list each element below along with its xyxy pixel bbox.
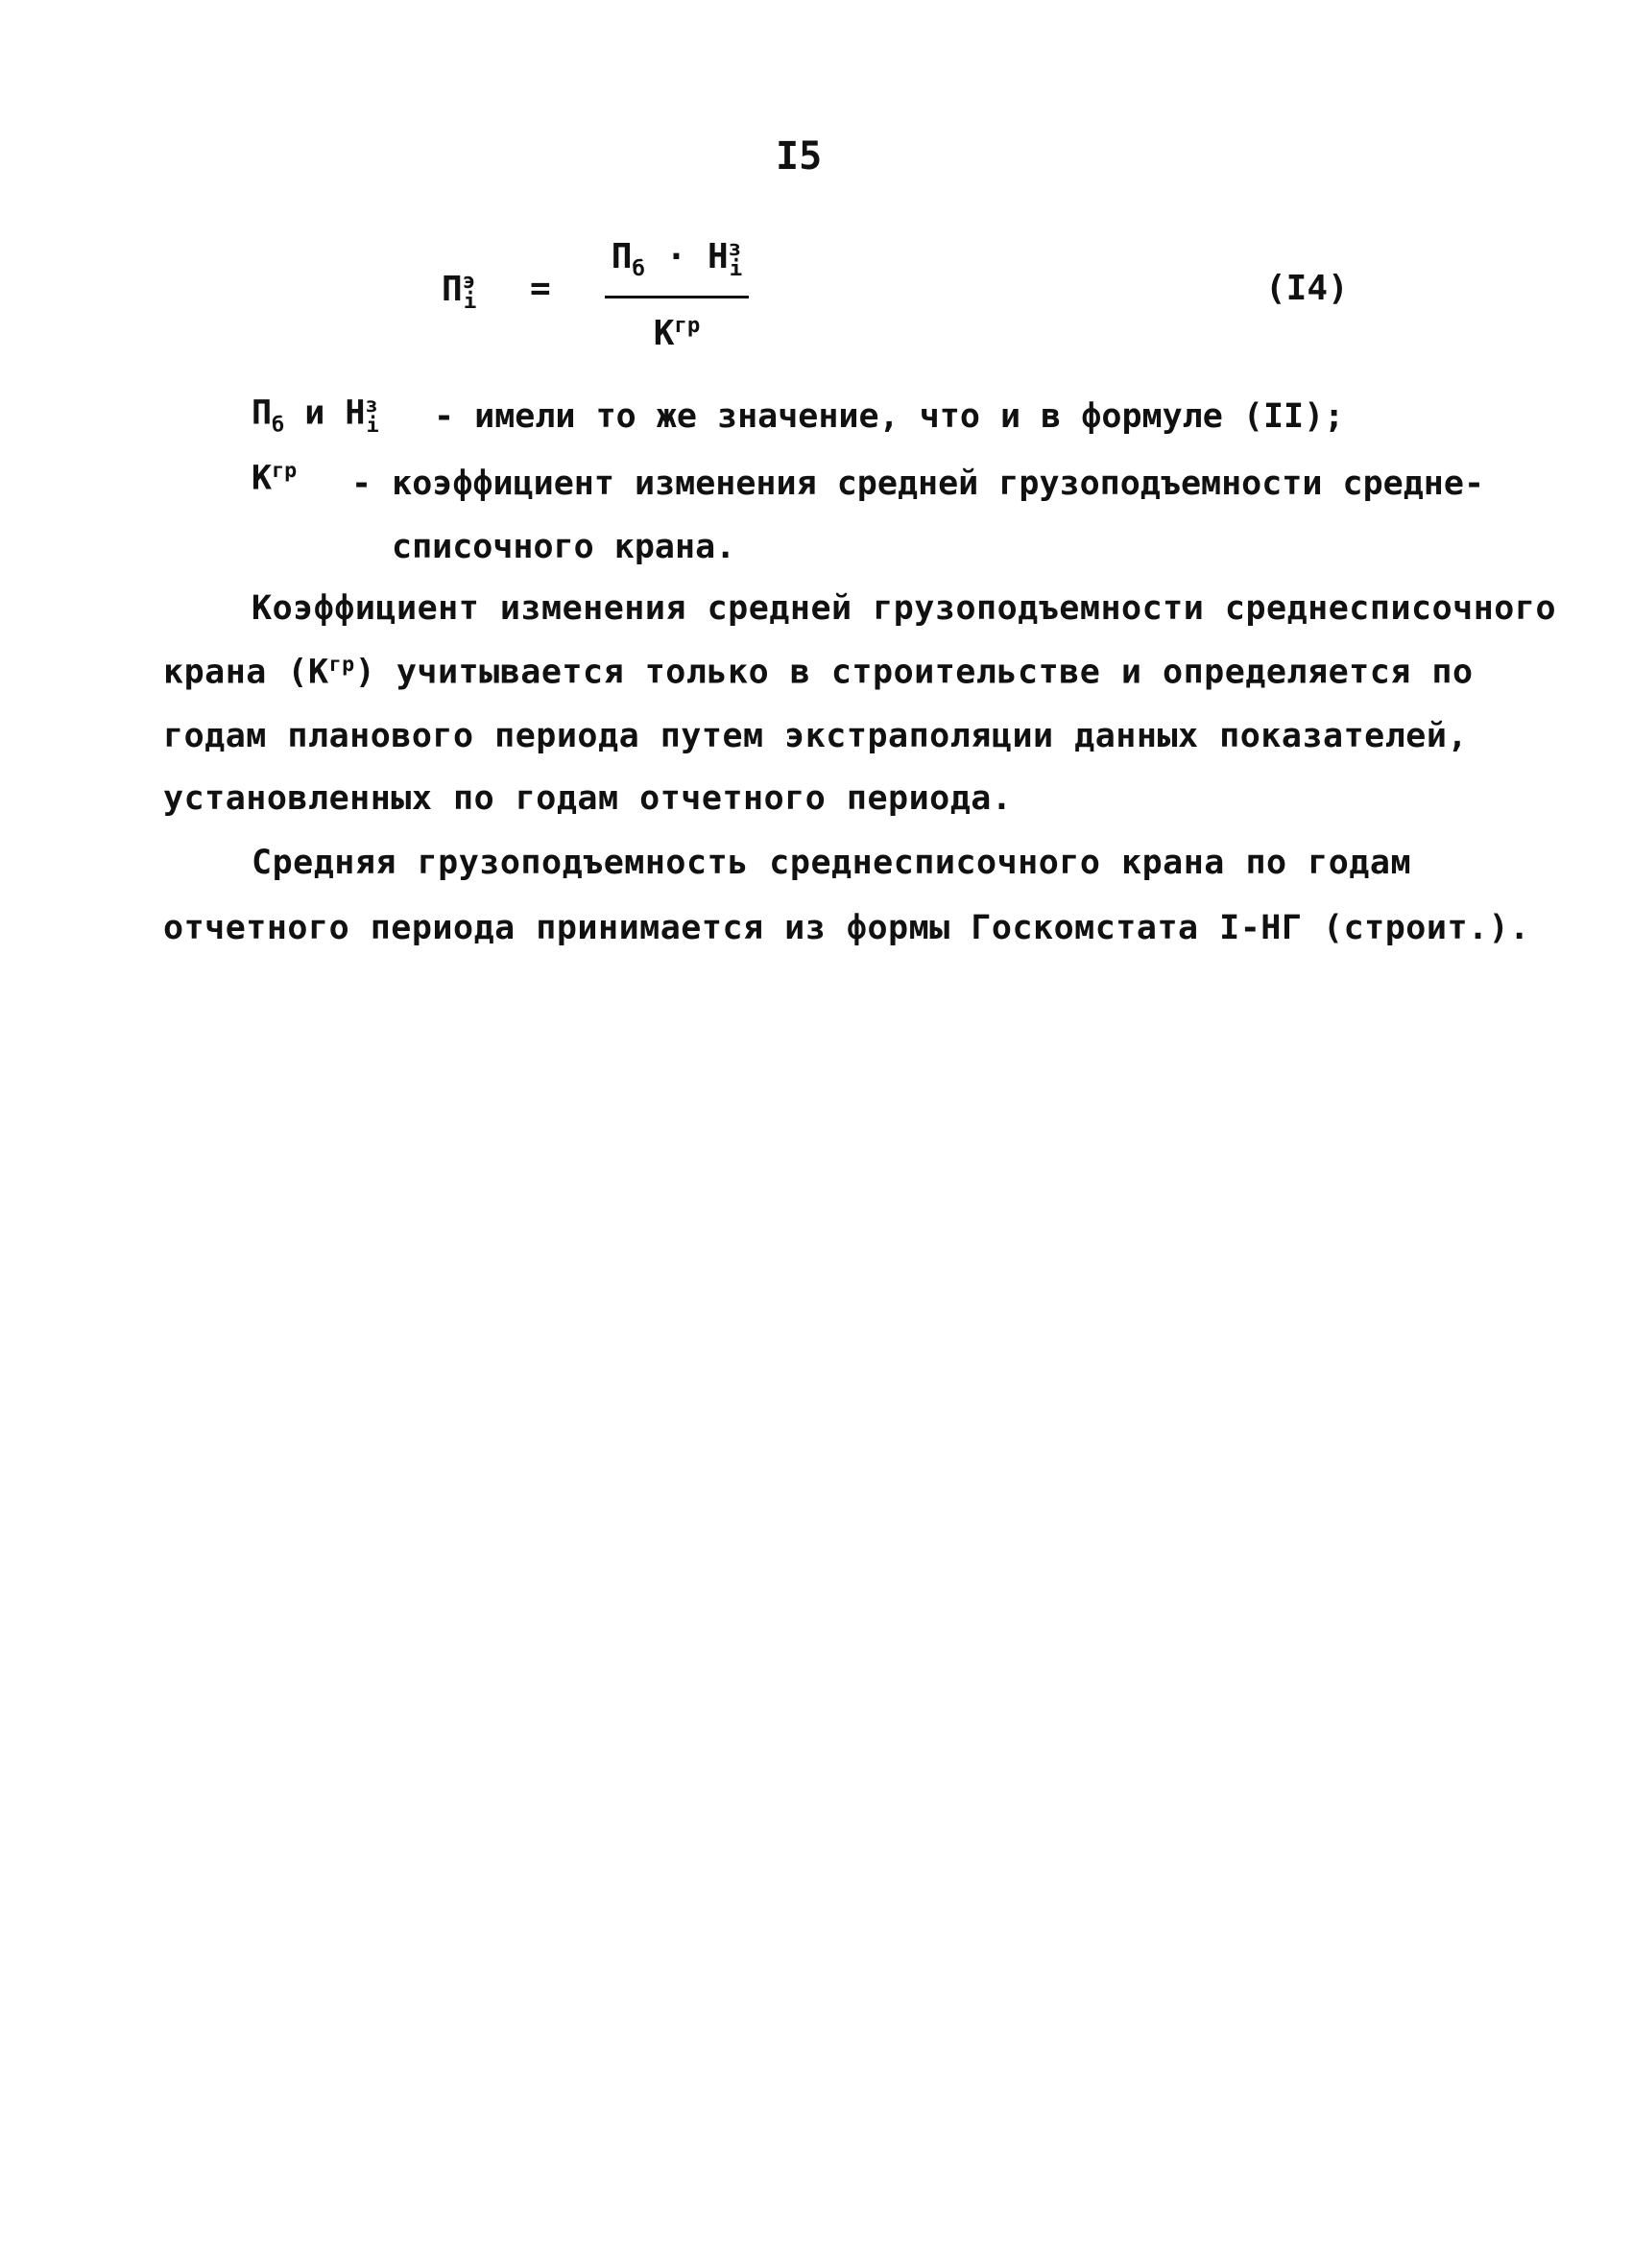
formula-14 xyxy=(442,230,1402,365)
definition-1-text: - имели то же значение, что и в формуле (II); xyxy=(434,397,1345,436)
definition-2-symbol: $К^{гр}$ xyxy=(252,459,298,498)
definition-2-text-line-2: списочного крана. xyxy=(392,528,736,566)
paragraph-1-line-4: установленных по годам отчетного периода. xyxy=(163,779,1013,818)
formula-denominator: $К^{гр}$ xyxy=(653,313,701,353)
paragraph-2-line-1: Средняя грузоподъемность среднесписочного крана по годам xyxy=(252,844,1412,882)
paragraph-2-line-2: отчетного периода принимается из формы Госкомстата I-НГ (строит.). xyxy=(163,909,1530,947)
paragraph-1-line-1: Коэффициент изменения средней грузоподъемности среднесписочного xyxy=(252,589,1557,628)
paragraph-1-line-3: годам планового периода путем экстраполяции данных показателей, xyxy=(163,717,1469,755)
page-number: I5 xyxy=(776,134,823,179)
formula-numerator: $П_б \cdot Н^з_i$ xyxy=(611,236,743,282)
formula-equals: = xyxy=(530,269,551,308)
definition-1-symbols: $П_б$ и $Н^з_i$ xyxy=(252,394,379,438)
formula-lhs: $П^э_i$ xyxy=(442,269,477,315)
paragraph-1-line-2: крана $(К^{гр})$ учитывается только в строительстве и определяется по xyxy=(163,653,1474,692)
fraction-bar xyxy=(605,296,749,298)
definition-2-text-line-1: - коэффициент изменения средней грузоподъемности средне- xyxy=(351,465,1485,503)
formula-number: (I4) xyxy=(1265,269,1349,308)
